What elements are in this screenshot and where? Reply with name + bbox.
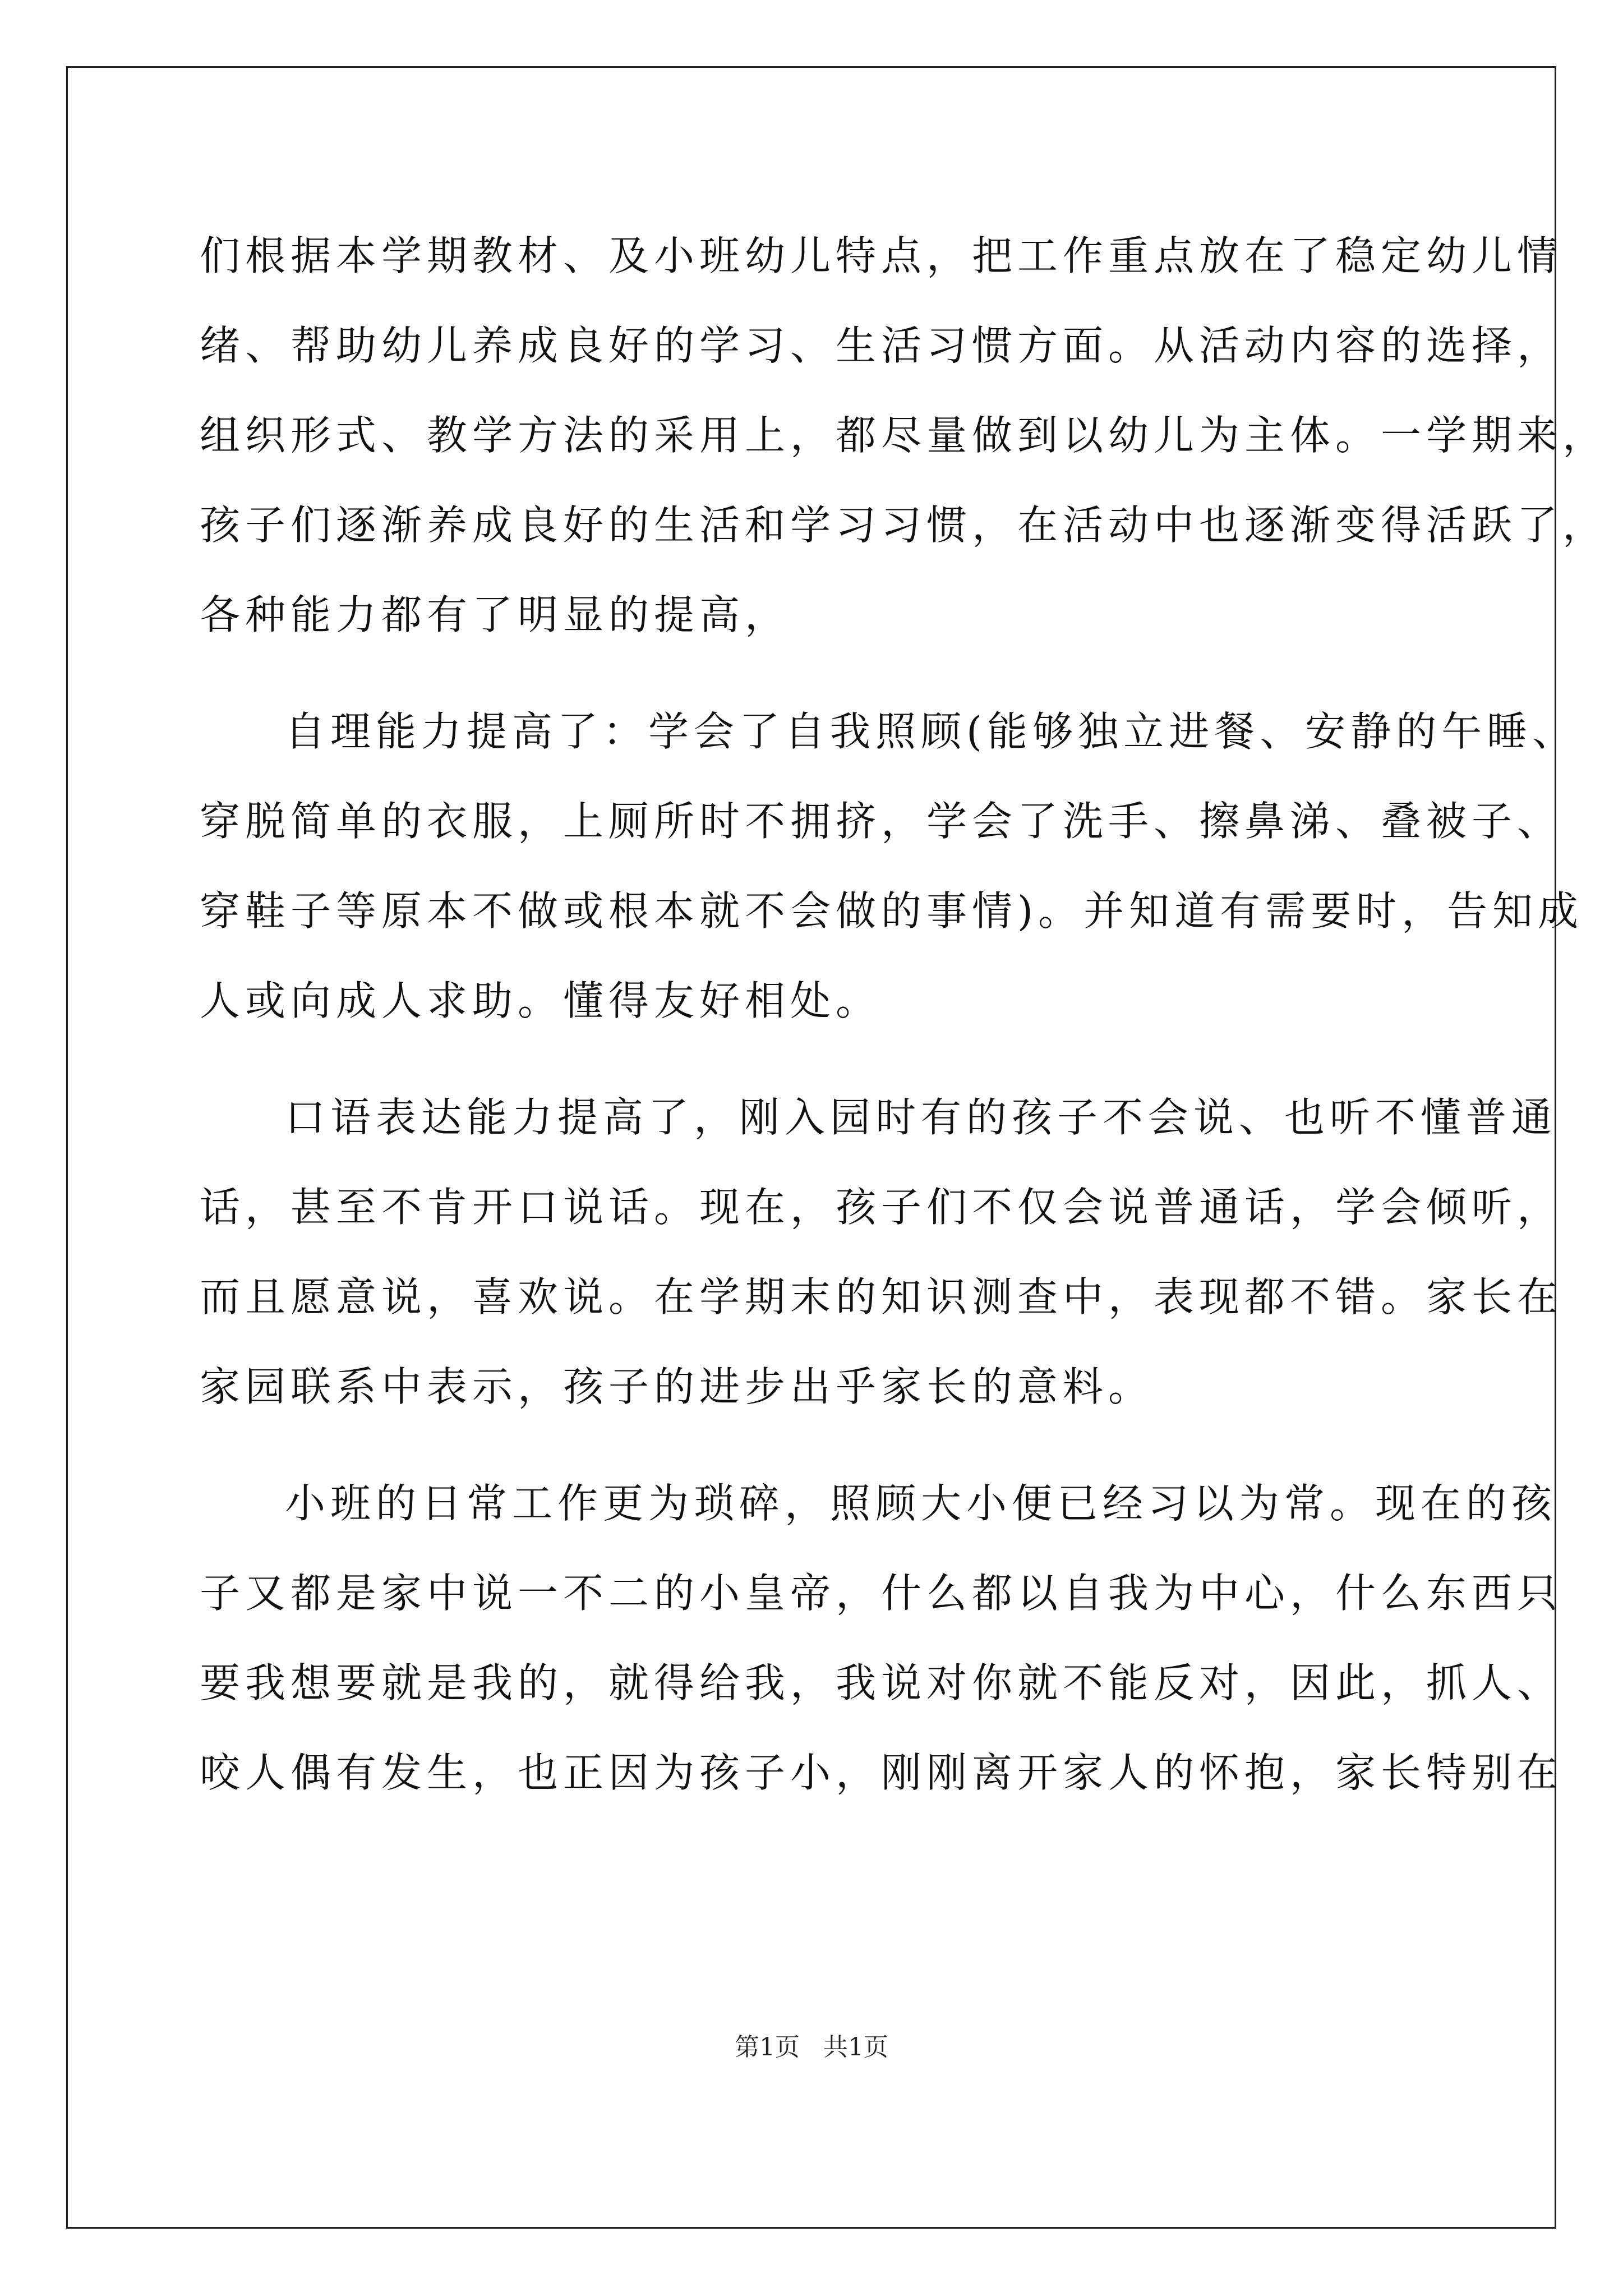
page-footer [0, 2031, 1623, 2064]
text-line: 各种能力都有了明显的提高， [200, 591, 791, 638]
text-line: 话，甚至不肯开口说话。现在，孩子们不仅会说普通话，学会倾听， [200, 1184, 1563, 1231]
text-line: 而且愿意说，喜欢说。在学期末的知识测查中，表现都不错。家长在 [200, 1273, 1563, 1320]
text-line: 小班的日常工作更为琐碎，照顾大小便已经习以为常。现在的孩 [285, 1480, 1557, 1527]
paragraph [200, 211, 1608, 660]
text-line: 组织形式、教学方法的采用上，都尽量做到以幼儿为主体。一学期来， [200, 412, 1608, 459]
page-total: 共1页 [823, 2033, 888, 2062]
paragraph [200, 1458, 1563, 1818]
document-body [200, 211, 1608, 1818]
page-number: 第1页 [735, 2033, 800, 2062]
text-line: 家园联系中表示，孩子的进步出乎家长的意料。 [200, 1363, 1154, 1410]
text-line: 自理能力提高了：学会了自我照顾(能够独立进餐、安静的午睡、 [285, 708, 1578, 755]
text-line: 绪、帮助幼儿养成良好的学习、生活习惯方面。从活动内容的选择， [200, 322, 1563, 369]
text-line: 子又都是家中说一不二的小皇帝，什么都以自我为中心，什么东西只 [200, 1570, 1563, 1617]
text-line: 咬人偶有发生，也正因为孩子小，刚刚离开家人的怀抱，家长特别在 [200, 1749, 1563, 1796]
text-line: 穿鞋子等原本不做或根本就不会做的事情)。并知道有需要时，告知成 [200, 887, 1584, 935]
text-line: 人或向成人求助。懂得友好相处。 [200, 977, 882, 1024]
text-line: 要我想要就是我的，就得给我，我说对你就不能反对，因此，抓人、 [200, 1659, 1563, 1706]
paragraph [200, 687, 1584, 1046]
text-line: 孩子们逐渐养成良好的生活和学习习惯，在活动中也逐渐变得活跃了， [200, 501, 1608, 549]
paragraph [200, 1073, 1563, 1432]
text-line: 们根据本学期教材、及小班幼儿特点，把工作重点放在了稳定幼儿情 [200, 232, 1563, 279]
text-line: 口语表达能力提高了，刚入园时有的孩子不会说、也听不懂普通 [285, 1094, 1557, 1141]
text-line: 穿脱简单的衣服，上厕所时不拥挤，学会了洗手、擦鼻涕、叠被子、 [200, 798, 1563, 845]
